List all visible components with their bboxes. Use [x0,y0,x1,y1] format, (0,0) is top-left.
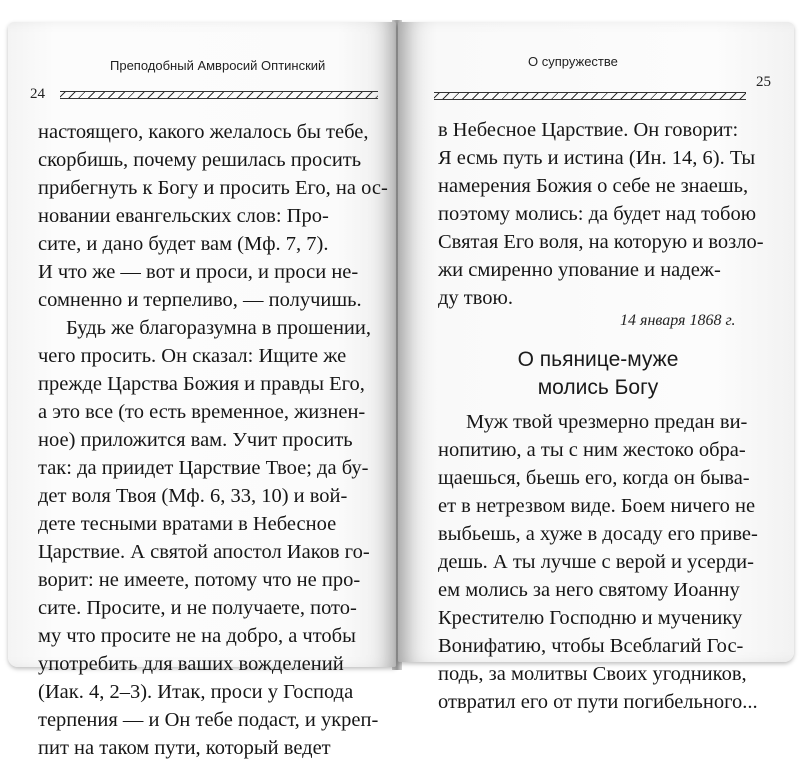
ornamental-rule-right [434,92,746,100]
text-line: Царствие. А святой апостол Иаков го- [38,541,370,563]
text-line: ем молись за него святому Иоанну [438,579,740,601]
right-body-text-bottom [438,408,783,716]
text-line: чего просить. Он сказал: Ищите же [38,345,347,367]
text-line: прежде Царства Божия и правды Его, [38,373,365,395]
text-line: Вонифатию, чтобы Всеблагий Гос- [438,635,744,657]
text-line: Крестителю Господню и мученику [438,607,743,629]
text-line: сите, и дано будет вам (Мф. 7, 7). [38,233,329,255]
text-line: ворит: не имеете, потому что не про- [38,569,361,591]
text-line: дете тесными вратами в Небесное [38,513,337,535]
text-line: подь, за молитвы Своих угодников, [438,663,747,685]
page-number-left: 24 [30,86,45,102]
right-page [398,22,794,713]
text-line: ду твою. [438,287,513,309]
letter-date: 14 января 1868 г. [620,312,736,329]
text-line: Я есмь путь и истина (Ин. 14, 6). Ты [438,147,756,169]
text-line: так: да приидет Царствие Твое; да бу- [38,457,369,479]
text-line: Будь же благоразумна в прошении, [66,317,371,339]
text-line: прибегнуть к Богу и просить Его, на ос- [38,177,388,199]
text-line: щаешься, бьешь его, когда он быва- [438,467,750,489]
left-page [8,22,396,759]
text-line: дешь. А ты лучше с верой и усерди- [438,551,754,573]
text-line: а это все (то есть временное, жизнен- [38,401,366,423]
running-head-right: О супружестве [528,54,618,69]
text-line: И что же — вот и проси, и проси не- [38,261,359,283]
heading-line-1: О пьянице-муже [517,348,679,371]
text-line: новании евангельских слов: Про- [38,205,329,227]
text-line: му что просите не на добро, а чтобы [38,625,356,647]
text-line: дет воля Твоя (Мф. 6, 33, 10) и вой- [38,485,348,507]
text-line: (Иак. 4, 2–3). Итак, проси у Господа [38,681,354,703]
ornamental-rule-left [60,91,378,99]
right-body-text-top [438,116,783,312]
text-line: ное) приложится вам. Учит просить [38,429,353,451]
text-line: пит на таком пути, который ведет [38,737,331,759]
text-line: нопитию, а ты с ним жестоко обра- [438,439,746,461]
left-body-text [38,118,388,762]
text-line: поэтому молись: да будет над тобою [438,203,757,225]
text-line: жи смиренно упование и надеж- [438,259,721,281]
text-line: сомненно и терпеливо, — получишь. [38,289,362,311]
page-number-right: 25 [756,74,771,90]
text-line: Муж твой чрезмерно предан ви- [466,411,748,433]
text-line: в Небесное Царствие. Он говорит: [438,119,739,141]
text-line: скорбишь, почему решилась просить [38,149,362,171]
running-head-left: Преподобный Амвросий Оптинский [110,58,326,73]
text-line: употребить для ваших вожделений [38,653,344,675]
text-line: отвратил его от пути погибельного... [438,691,758,713]
text-line: терпения — и Он тебе подаст, и укреп- [38,709,379,731]
heading-line-2: молись Богу [537,376,659,399]
text-line: ет в нетрезвом виде. Боем ничего не [438,495,756,517]
text-line: сите. Просите, и не получаете, пото- [38,597,357,619]
text-line: настоящего, какого желалось бы тебе, [38,121,369,143]
text-line: выбьешь, а хуже в досаду его приве- [438,523,758,545]
text-line: намерения Божия о себе не знаешь, [438,175,749,197]
section-heading [438,346,758,402]
text-line: Святая Его воля, на которую и возло- [438,231,764,253]
